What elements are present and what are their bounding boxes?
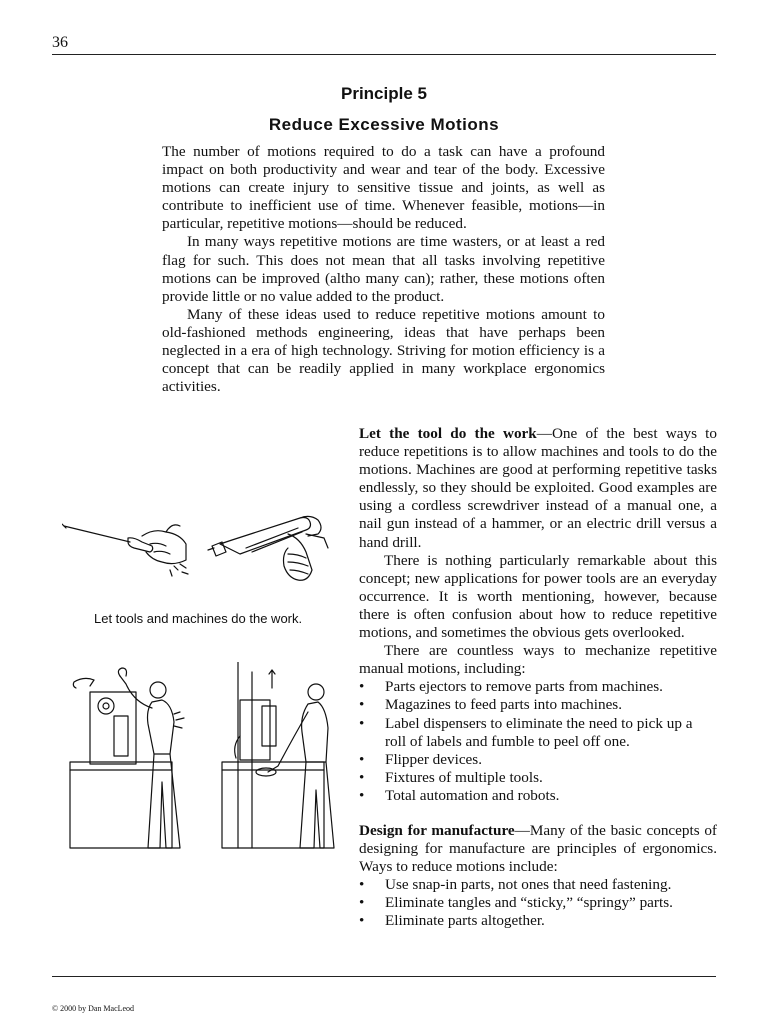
- intro-text: [162, 143, 605, 396]
- list-item: • Eliminate tangles and “sticky,” “springy” parts.: [359, 894, 717, 912]
- worker-head: [150, 682, 166, 698]
- tool-section-heading: Let the tool do the work: [359, 425, 537, 442]
- list-item: • Total automation and robots.: [359, 787, 717, 805]
- power-tool-body: [220, 518, 311, 555]
- manufacture-section-paragraph: [359, 822, 717, 876]
- machine-body: [240, 700, 270, 760]
- workbench: [70, 762, 172, 848]
- list-item: • Label dispensers to eliminate the need to pick up a roll of labels and fumble to peel off one.: [359, 715, 717, 751]
- copyright-notice: © 2000 by Dan MacLeod: [52, 1004, 135, 1013]
- hand-tools-illustration: [62, 508, 332, 588]
- manufacture-section-heading: Design for manufacture: [359, 821, 515, 839]
- page-title: Reduce Excessive Motions: [268, 115, 500, 134]
- worker-head: [308, 684, 324, 700]
- intro-paragraph: In many ways repetitive motions are time wasters, or at least a red flag for such. This does not mean that all tasks involving repetitive motions can be improved (altho many can); rather, these motions often provide little or no value added to the product.: [162, 233, 605, 305]
- figure-caption: Let tools and machines do the work.: [94, 611, 303, 626]
- tool-section-paragraph: [359, 425, 717, 552]
- page-number: 36: [52, 34, 68, 51]
- list-item: • Parts ejectors to remove parts from machines.: [359, 678, 717, 696]
- list-item: • Magazines to feed parts into machines.: [359, 696, 717, 714]
- list-item: • Flipper devices.: [359, 751, 717, 769]
- mechanize-list: [359, 678, 717, 805]
- manufacture-list: [359, 876, 717, 930]
- list-item: • Use snap-in parts, not ones that need fastening.: [359, 876, 717, 894]
- manufacture-section-text: —Many of the basic concepts of designing for manufacture are principles of ergonomics. Ways to reduce motions include:: [359, 821, 717, 876]
- footer-rule: [52, 976, 716, 977]
- principle-label: Principle 5: [341, 84, 427, 103]
- list-item: • Fixtures of multiple tools.: [359, 769, 717, 787]
- right-column: [359, 425, 717, 931]
- intro-paragraph: Many of these ideas used to reduce repetitive motions amount to old-fashioned methods engineering, ideas that have perhaps been neglected in a era of high technology. Striving for motion efficiency is a concept that can be readily applied in many workplace ergonomics activities.: [162, 305, 605, 396]
- screwdriver-handle: [128, 538, 153, 552]
- tool-section-paragraph: There is nothing particularly remarkable about this concept; new applications for power tools are an everyday occurrence. It is worth mentioning, however, because there is often confusion about how to reduce repetitive motions, and sometimes the obvious gets overlooked.: [359, 551, 717, 642]
- intro-paragraph: The number of motions required to do a task can have a profound impact on both productivity and wear and tear of the body. Excessive motions can create injury to sensitive tissue and joints, as well as contribute to inefficient use of time. Whenever feasible, motions—in particular, repetitive motions—should be reduced.: [162, 143, 605, 233]
- screwdriver-shaft: [64, 526, 130, 542]
- hand-shape: [142, 531, 186, 564]
- list-item: • Eliminate parts altogether.: [359, 912, 717, 930]
- workers-at-machines-illustration: [62, 662, 352, 862]
- header-rule: [52, 54, 716, 55]
- tool-section-paragraph: There are countless ways to mechanize repetitive manual motions, including:: [359, 642, 717, 678]
- tool-section-text: —One of the best ways to reduce repetitions is to allow machines and tools to do the motions. Machines are good at performing repetitive tasks endlessly, so they should be exploited. Good examples are using a cordless screwdriver instead of a manual one, a nail gun instead of a hammer, or an electric drill versus a hand drill.: [359, 425, 717, 551]
